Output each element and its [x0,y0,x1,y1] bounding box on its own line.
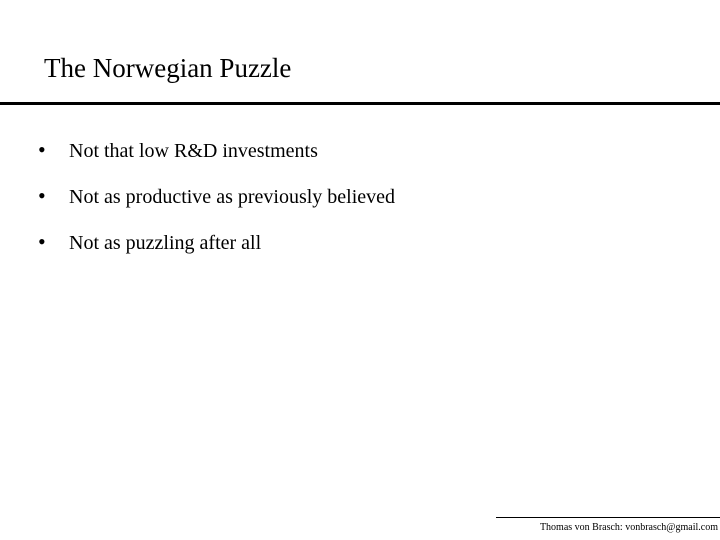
bullet-dot-icon: • [38,183,46,208]
bullet-text: Not as productive as previously believed [69,186,396,208]
footer-author-contact: Thomas von Brasch: vonbrasch@gmail.com [539,522,718,533]
footer-divider [496,517,720,518]
bullet-dot-icon: • [38,229,46,254]
bullet-text: Not that low R&D investments [69,140,318,162]
bullet-dot-icon: • [38,137,46,162]
bullet-text: Not as puzzling after all [69,232,262,254]
slide-title: The Norwegian Puzzle [44,53,292,83]
